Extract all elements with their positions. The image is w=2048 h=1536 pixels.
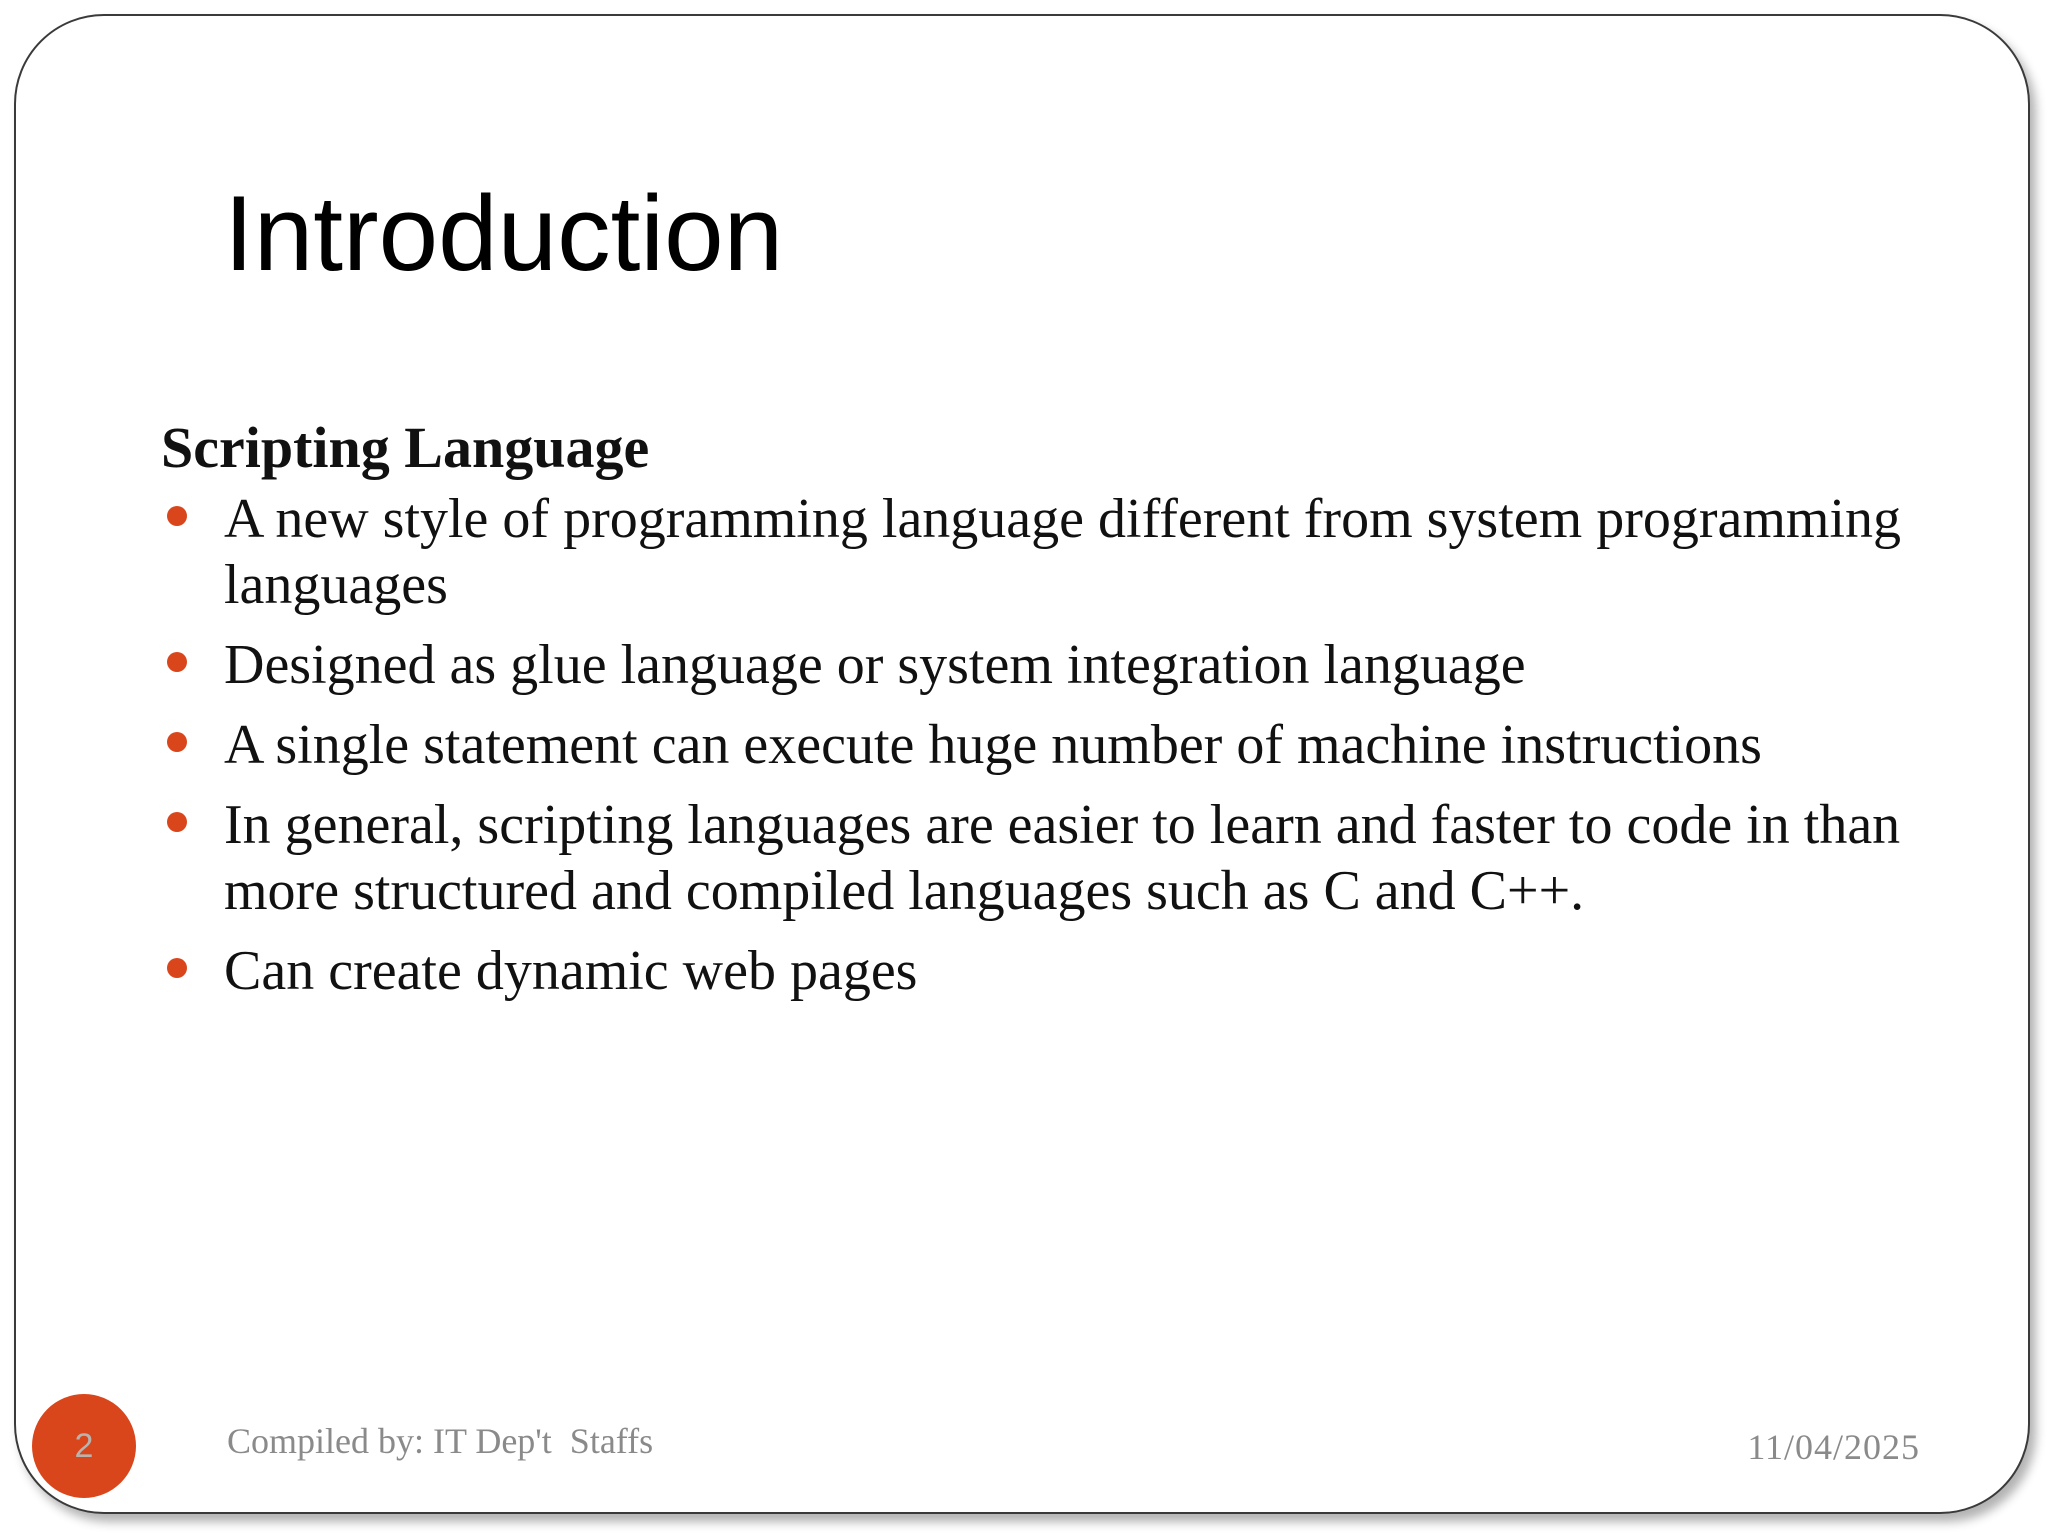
bullet-text: A new style of programming language different from system programming languages <box>224 487 1902 616</box>
bullet-list <box>161 486 1921 1004</box>
bullet-dot-icon <box>167 652 187 672</box>
bullet-text: A single statement can execute huge number of machine instructions <box>224 713 1762 776</box>
bullet-dot-icon <box>167 812 187 832</box>
bullet-text: Designed as glue language or system integration language <box>224 633 1526 696</box>
bullet-text: In general, scripting languages are easier to learn and faster to code in than more structured and compiled languages such as C and C++. <box>224 793 1901 922</box>
slide-content <box>161 415 1921 1018</box>
page-number-badge: 2 <box>32 1394 136 1498</box>
section-subheading: Scripting Language <box>161 415 650 480</box>
bullet-item <box>161 712 1921 778</box>
bullet-text: Can create dynamic web pages <box>224 939 918 1002</box>
footer-compiled-by: Compiled by: IT Dep't Staffs <box>227 1421 654 1461</box>
bullet-item <box>161 792 1921 924</box>
bullet-item <box>161 486 1921 618</box>
bullet-dot-icon <box>167 506 187 526</box>
bullet-dot-icon <box>167 958 187 978</box>
slide-title: Introduction <box>224 173 784 293</box>
footer-date: 11/04/2025 <box>1747 1427 1920 1467</box>
bullet-dot-icon <box>167 732 187 752</box>
bullet-item <box>161 938 1921 1004</box>
bullet-item <box>161 632 1921 698</box>
